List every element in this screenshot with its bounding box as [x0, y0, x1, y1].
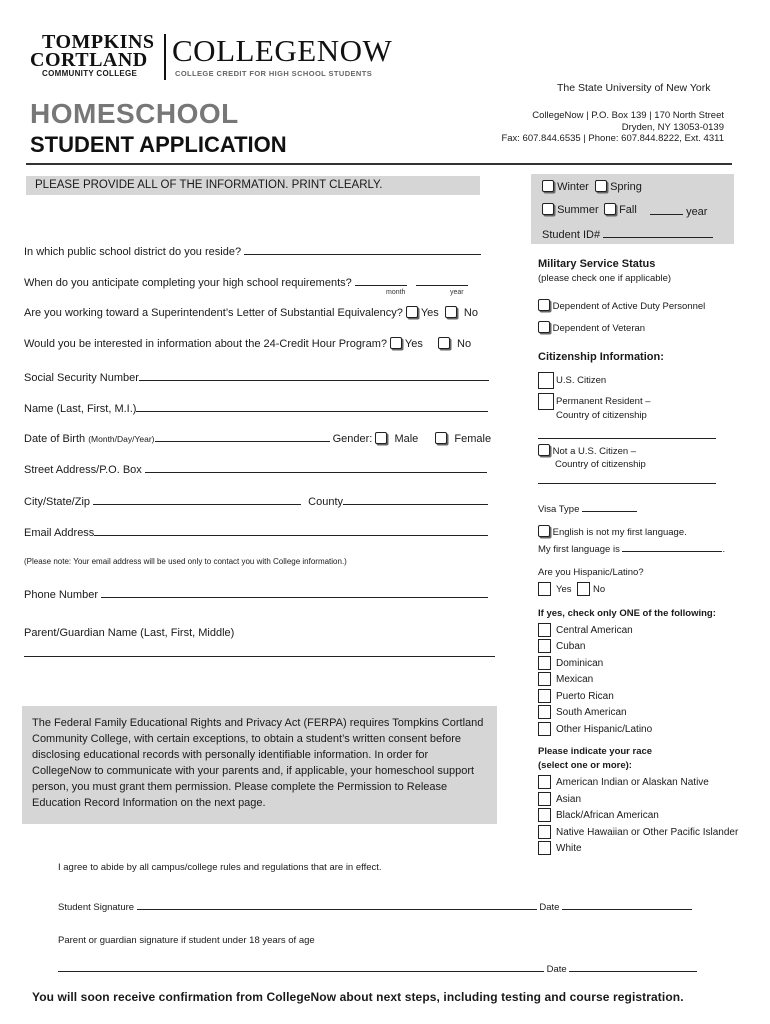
- agree-statement: I agree to abide by all campus/college rules and regulations that are in effect.: [58, 862, 382, 873]
- county-label: County: [308, 496, 344, 508]
- male-label: Male: [394, 433, 419, 445]
- guardian-line[interactable]: [24, 656, 495, 657]
- page-subtitle: STUDENT APPLICATION: [30, 132, 287, 157]
- email-line[interactable]: [94, 524, 488, 536]
- superintendent-no-label: No: [463, 307, 478, 319]
- county-line[interactable]: [343, 493, 488, 505]
- completion-label: When do you anticipate completing your high school requirements?: [24, 277, 352, 289]
- student-id-label: Student ID#: [542, 229, 601, 241]
- military-option-active[interactable]: [538, 299, 705, 312]
- female-label: Female: [454, 433, 492, 445]
- race-option-label: Native Hawaiian or Other Pacific Islander: [556, 827, 739, 838]
- perm-resident-checkbox[interactable]: [538, 393, 554, 410]
- hispanic-option-checkbox[interactable]: [538, 639, 551, 653]
- military-option-veteran[interactable]: [538, 321, 645, 334]
- hispanic-option-checkbox[interactable]: [538, 623, 551, 637]
- city-label: City/State/Zip: [24, 496, 91, 508]
- phone-field[interactable]: [24, 586, 488, 601]
- hispanic-option-checkbox[interactable]: [538, 672, 551, 686]
- male-checkbox[interactable]: [375, 432, 387, 444]
- logo-collegenow: COLLEGENOW: [172, 33, 393, 68]
- perm-resident-country-line[interactable]: [538, 438, 716, 439]
- instruction-bar: [26, 176, 480, 195]
- not-citizen-option[interactable]: [538, 444, 636, 457]
- city-county-row: [24, 493, 488, 508]
- district-label: In which public school district do you reside?: [24, 246, 242, 258]
- superintendent-yes-label: Yes: [420, 307, 439, 319]
- race-title-2: (select one or more):: [538, 760, 632, 771]
- guardian-label: Parent/Guardian Name (Last, First, Middle): [24, 627, 235, 639]
- winter-checkbox[interactable]: [542, 180, 554, 192]
- student-id-line[interactable]: [603, 226, 713, 238]
- student-date-label: Date: [539, 902, 560, 913]
- hispanic-question: Are you Hispanic/Latino?: [538, 567, 644, 578]
- race-option-checkbox[interactable]: [538, 841, 551, 855]
- superintendent-question: [24, 306, 478, 319]
- fall-checkbox[interactable]: [604, 203, 616, 215]
- ferpa-text: The Federal Family Educational Rights and Privacy Act (FERPA) requires Tompkins Cortland Community College, with certain exceptions, to obtain a student’s written consent before disclosing educational records with personally identifiable information. In order for CollegeNow to communicate with your parents and, if applicable, your homeschool support person, you must grant them permission. Please complete the Permission to Release Education Record Information on the next page.: [32, 717, 484, 809]
- hispanic-option-label: Central American: [556, 625, 633, 636]
- guardian-date-label: Date: [546, 964, 567, 975]
- superintendent-label: Are you working toward a Superintendent’s Letter of Substantial Equivalency?: [24, 307, 403, 319]
- student-signature-row: [58, 898, 692, 913]
- street-field[interactable]: [24, 461, 487, 476]
- superintendent-yes-checkbox[interactable]: [406, 306, 418, 318]
- year-line[interactable]: [650, 203, 683, 215]
- first-language-label: My first language is: [538, 544, 620, 555]
- hispanic-no-checkbox[interactable]: [577, 582, 590, 596]
- race-option-checkbox[interactable]: [538, 775, 551, 789]
- name-line[interactable]: [136, 400, 488, 412]
- female-checkbox[interactable]: [435, 432, 447, 444]
- ssn-field[interactable]: [24, 369, 489, 384]
- perm-resident-label: Permanent Resident –: [556, 396, 651, 407]
- street-label: Street Address/P.O. Box: [24, 464, 142, 476]
- race-option-checkbox[interactable]: [538, 808, 551, 822]
- us-citizen-checkbox[interactable]: [538, 372, 554, 389]
- instruction-text: PLEASE PROVIDE ALL OF THE INFORMATION. PRINT CLEARLY.: [35, 179, 383, 191]
- phone-label: Phone Number: [24, 589, 98, 601]
- logo-tompkins: TOMPKINS: [42, 31, 155, 53]
- district-line[interactable]: [244, 243, 481, 255]
- us-citizen-label: U.S. Citizen: [556, 375, 607, 386]
- english-option[interactable]: [538, 525, 687, 538]
- fall-label: Fall: [619, 204, 637, 216]
- credit24-yes-checkbox[interactable]: [390, 337, 402, 349]
- citizenship-title: Citizenship Information:: [538, 351, 664, 363]
- hispanic-option-checkbox[interactable]: [538, 722, 551, 736]
- hispanic-option-label: Mexican: [556, 674, 594, 685]
- term-spring-option[interactable]: [595, 180, 642, 193]
- hispanic-option-label: Other Hispanic/Latino: [556, 724, 653, 735]
- hispanic-option-label: Dominican: [556, 658, 604, 669]
- race-option-checkbox[interactable]: [538, 825, 551, 839]
- term-fall-option[interactable]: [604, 203, 637, 216]
- address-line-1: CollegeNow | P.O. Box 139 | 170 North Street: [532, 110, 724, 121]
- dob-line[interactable]: [155, 430, 330, 442]
- logo-tagline: COLLEGE CREDIT FOR HIGH SCHOOL STUDENTS: [175, 69, 373, 78]
- term-year-field[interactable]: [650, 203, 707, 218]
- race-option-checkbox[interactable]: [538, 792, 551, 806]
- visa-field[interactable]: [538, 500, 637, 515]
- address-line-3: Fax: 607.844.6535 | Phone: 607.844.8222, Ext. 4311: [501, 133, 724, 144]
- guardian-signature-line[interactable]: [58, 960, 544, 972]
- credit24-no-label: No: [457, 338, 472, 350]
- dob-label: Date of Birth: [24, 433, 86, 445]
- confirmation-banner: You will soon receive confirmation from CollegeNow about next steps, including testing and course registration.: [32, 990, 684, 1004]
- page-title: HOMESCHOOL: [30, 98, 239, 129]
- guardian-signature-label: Parent or guardian signature if student under 18 years of age: [58, 935, 315, 946]
- not-citizen-checkbox[interactable]: [538, 444, 550, 456]
- race-title-1: Please indicate your race: [538, 746, 653, 757]
- race-option-label: Black/African American: [556, 810, 659, 821]
- not-citizen-label: Not a U.S. Citizen –: [552, 446, 637, 457]
- student-signature-line[interactable]: [137, 898, 537, 910]
- visa-label: Visa Type: [538, 504, 580, 515]
- superintendent-no-checkbox[interactable]: [445, 306, 457, 318]
- credit24-question: [24, 337, 471, 350]
- student-date-line[interactable]: [562, 898, 692, 910]
- perm-resident-country-label: Country of citizenship: [556, 410, 647, 421]
- completion-month-line[interactable]: [355, 274, 407, 286]
- district-field[interactable]: [24, 243, 481, 258]
- term-winter-option[interactable]: [542, 180, 589, 193]
- first-language-line[interactable]: [622, 540, 722, 552]
- english-label: English is not my first language.: [552, 527, 687, 538]
- name-field[interactable]: [24, 400, 488, 415]
- military-veteran-label: Dependent of Veteran: [552, 323, 646, 334]
- suny-label: The State University of New York: [557, 82, 711, 94]
- email-field[interactable]: [24, 524, 488, 539]
- email-note: (Please note: Your email address will be used only to contact you with College information.): [24, 557, 347, 566]
- completion-year-line[interactable]: [416, 274, 468, 286]
- visa-line[interactable]: [582, 500, 637, 512]
- header-rule: [26, 163, 732, 165]
- credit24-yes-label: Yes: [404, 338, 423, 350]
- hispanic-option-label: Puerto Rican: [556, 691, 614, 702]
- logo-community-college: COMMUNITY COLLEGE: [42, 69, 138, 78]
- student-signature-label: Student Signature: [58, 902, 135, 913]
- credit24-no-checkbox[interactable]: [438, 337, 450, 349]
- ferpa-box: [22, 706, 497, 824]
- winter-label: Winter: [557, 181, 589, 193]
- summer-checkbox[interactable]: [542, 203, 554, 215]
- logo-cortland: CORTLAND: [30, 49, 148, 71]
- hispanic-yes-label: Yes: [556, 584, 572, 595]
- ssn-line[interactable]: [139, 369, 489, 381]
- logo-divider: [164, 34, 166, 80]
- address-line-2: Dryden, NY 13053-0139: [621, 121, 724, 133]
- race-option-label: Asian: [556, 794, 582, 805]
- email-label: Email Address: [24, 527, 95, 539]
- race-option-label: American Indian or Alaskan Native: [556, 777, 709, 788]
- term-summer-option[interactable]: [542, 203, 599, 216]
- first-language-field[interactable]: My first language is .: [538, 540, 725, 555]
- hispanic-option-label: Cuban: [556, 641, 586, 652]
- hispanic-no-label: No: [593, 584, 606, 595]
- spring-checkbox[interactable]: [595, 180, 607, 192]
- address-block: [501, 110, 724, 145]
- hispanic-title: If yes, check only ONE of the following:: [538, 608, 716, 619]
- summer-label: Summer: [557, 204, 599, 216]
- ssn-label: Social Security Number: [24, 372, 139, 384]
- military-active-checkbox[interactable]: [538, 299, 550, 311]
- city-line[interactable]: [93, 493, 301, 505]
- race-option-label: White: [556, 843, 582, 854]
- dob-format-label: (Month/Day/Year): [88, 434, 155, 444]
- month-hint: month: [386, 289, 406, 296]
- military-veteran-checkbox[interactable]: [538, 321, 550, 333]
- english-checkbox[interactable]: [538, 525, 550, 537]
- hispanic-option-label: South American: [556, 707, 627, 718]
- hispanic-option-checkbox[interactable]: [538, 705, 551, 719]
- student-id-field[interactable]: [542, 226, 713, 241]
- hispanic-option-checkbox[interactable]: [538, 689, 551, 703]
- military-title: Military Service Status: [538, 258, 656, 270]
- street-line[interactable]: [145, 461, 487, 473]
- dob-gender-row: [24, 430, 491, 445]
- spring-label: Spring: [610, 181, 642, 193]
- military-note: (please check one if applicable): [538, 273, 672, 284]
- credit24-label: Would you be interested in information about the 24-Credit Hour Program?: [24, 338, 387, 350]
- not-citizen-country-label: Country of citizenship: [555, 459, 646, 470]
- military-active-label: Dependent of Active Duty Personnel: [552, 301, 706, 312]
- hispanic-option-checkbox[interactable]: [538, 656, 551, 670]
- hispanic-yes-checkbox[interactable]: [538, 582, 551, 596]
- year-label: year: [686, 206, 708, 218]
- year-hint: year: [450, 289, 464, 296]
- phone-line[interactable]: [101, 586, 488, 598]
- completion-field[interactable]: [24, 274, 468, 289]
- not-citizen-country-line[interactable]: [538, 483, 716, 484]
- guardian-date-line[interactable]: [569, 960, 697, 972]
- guardian-signature-row: [58, 960, 697, 975]
- name-label: Name (Last, First, M.I.): [24, 403, 137, 415]
- gender-label: Gender:: [332, 433, 373, 445]
